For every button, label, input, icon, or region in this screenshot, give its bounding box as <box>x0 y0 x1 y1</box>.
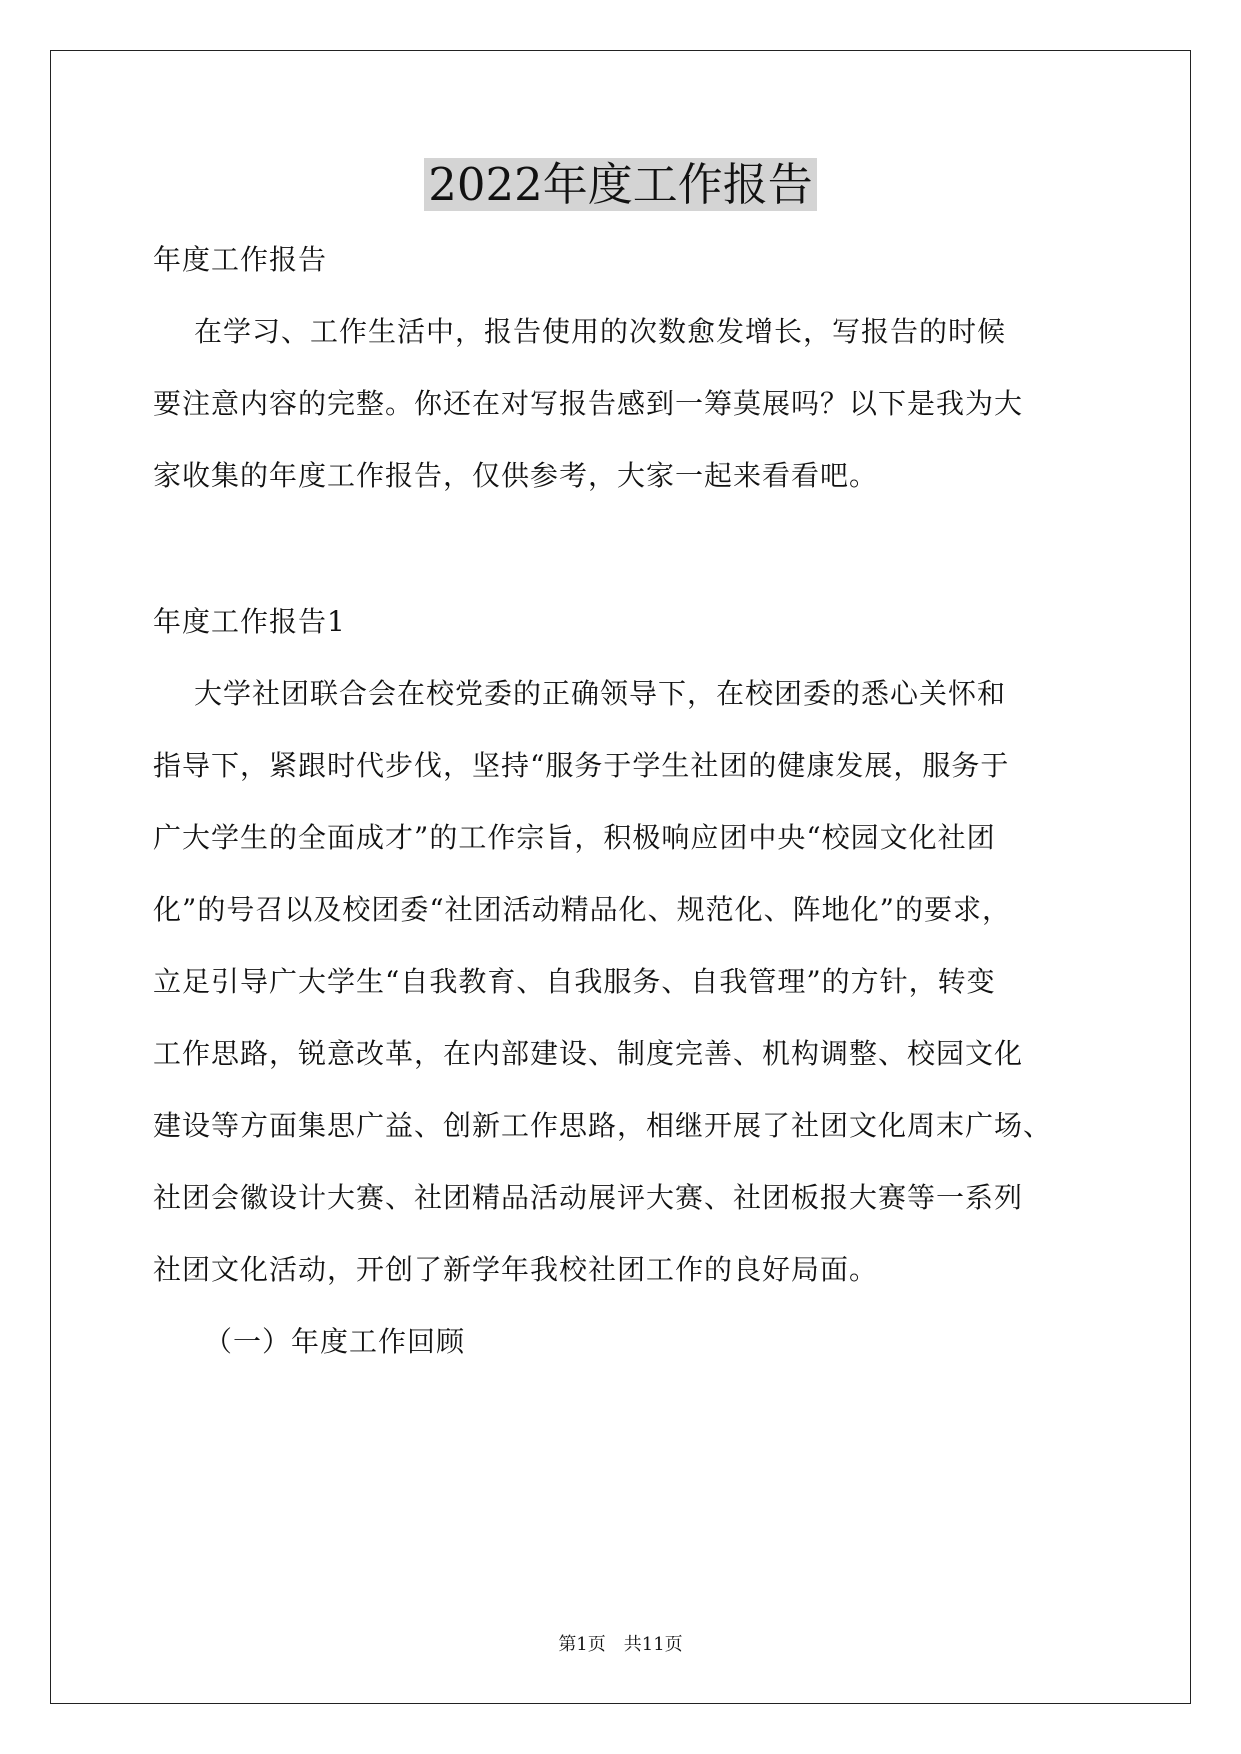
paragraph-line: 指导下，紧跟时代步伐，坚持“服务于学生社团的健康发展，服务于 <box>153 749 1010 782</box>
paragraph-line: 建设等方面集思广益、创新工作思路，相继开展了社团文化周末广场、 <box>153 1109 1053 1142</box>
page-border <box>50 50 1191 1704</box>
subheading: （一）年度工作回顾 <box>204 1325 466 1358</box>
paragraph-line: 社团文化活动，开创了新学年我校社团工作的良好局面。 <box>153 1253 879 1286</box>
document-title <box>0 155 1241 215</box>
paragraph-line: 立足引导广大学生“自我教育、自我服务、自我管理”的方针，转变 <box>153 965 996 998</box>
intro-line: 家收集的年度工作报告，仅供参考，大家一起来看看吧。 <box>153 459 879 492</box>
document-title-text: 2022年度工作报告 <box>424 158 817 211</box>
paragraph-line: 广大学生的全面成才”的工作宗旨，积极响应团中央“校园文化社团 <box>153 821 996 854</box>
page-number: 第1页 共11页 <box>558 1634 683 1655</box>
intro-line: 在学习、工作生活中，报告使用的次数愈发增长，写报告的时候 <box>194 315 1007 348</box>
paragraph-line: 大学社团联合会在校党委的正确领导下，在校团委的悉心关怀和 <box>194 677 1007 710</box>
paragraph-line: 化”的号召以及校团委“社团活动精品化、规范化、阵地化”的要求， <box>153 893 1011 926</box>
document-subtitle: 年度工作报告 <box>153 243 328 276</box>
section-heading: 年度工作报告1 <box>153 605 346 638</box>
paragraph-line: 工作思路，锐意改革，在内部建设、制度完善、机构调整、校园文化 <box>153 1037 1024 1070</box>
paragraph-line: 社团会徽设计大赛、社团精品活动展评大赛、社团板报大赛等一系列 <box>153 1181 1024 1214</box>
intro-line: 要注意内容的完整。你还在对写报告感到一筹莫展吗？以下是我为大 <box>153 387 1024 420</box>
